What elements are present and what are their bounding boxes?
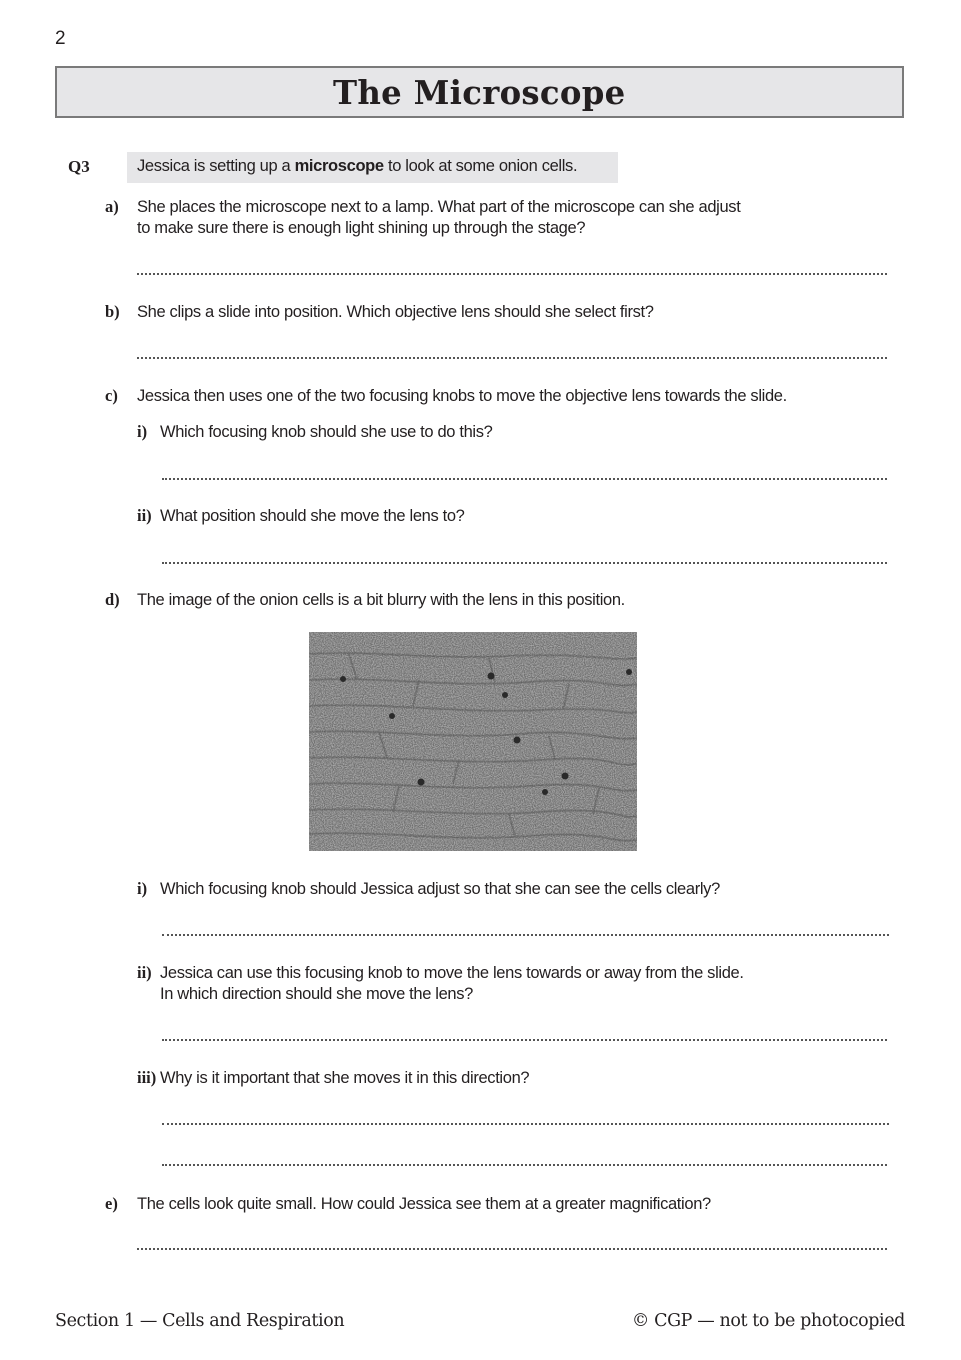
answer-line-c-ii[interactable] bbox=[162, 562, 887, 564]
answer-line-c-i[interactable] bbox=[162, 478, 887, 480]
part-b-question: She clips a slide into position. Which objective lens should she select first? bbox=[137, 303, 654, 321]
part-d-iii-label: iii) bbox=[137, 1068, 157, 1087]
part-d-i-label: i) bbox=[137, 879, 148, 898]
part-c-ii-label: ii) bbox=[137, 506, 152, 525]
page-title-banner bbox=[55, 66, 904, 118]
intro-keyword: microscope bbox=[294, 157, 384, 175]
onion-cells-micrograph bbox=[309, 632, 637, 851]
part-c-i-label: i) bbox=[137, 422, 148, 441]
micrograph-image bbox=[309, 632, 637, 851]
part-c-i-question: Which focusing knob should she use to do this? bbox=[160, 423, 493, 441]
part-c-label: c) bbox=[105, 386, 118, 405]
part-c-question: Jessica then uses one of the two focusing knobs to move the objective lens towards the slide. bbox=[137, 387, 787, 405]
answer-line-a[interactable] bbox=[137, 273, 887, 275]
micrograph-grain bbox=[309, 632, 637, 851]
footer-section: Section 1 — Cells and Respiration bbox=[55, 1311, 345, 1331]
page-number: 2 bbox=[55, 28, 66, 49]
answer-line-d-iii-2[interactable] bbox=[162, 1164, 887, 1166]
page-title: The Microscope bbox=[333, 72, 626, 112]
part-d-ii-question-line2: In which direction should she move the lens? bbox=[160, 985, 473, 1003]
part-e-question: The cells look quite small. How could Jessica see them at a greater magnification? bbox=[137, 1195, 711, 1213]
part-a-question-line2: to make sure there is enough light shining up through the stage? bbox=[137, 219, 586, 237]
answer-line-d-ii[interactable] bbox=[162, 1039, 887, 1041]
answer-line-b[interactable] bbox=[137, 357, 887, 359]
footer-copyright: © CGP — not to be photocopied bbox=[631, 1311, 905, 1331]
intro-text-after: to look at some onion cells. bbox=[383, 157, 578, 175]
part-b-label: b) bbox=[105, 302, 120, 321]
part-a-question-line1: She places the microscope next to a lamp. What part of the microscope can she adjust bbox=[137, 198, 741, 216]
part-c-ii-question: What position should she move the lens to? bbox=[160, 507, 465, 525]
part-a-label: a) bbox=[105, 197, 119, 216]
part-d-ii-question-line1: Jessica can use this focusing knob to move the lens towards or away from the slide. bbox=[160, 964, 744, 982]
answer-line-e[interactable] bbox=[137, 1248, 887, 1250]
part-d-label: d) bbox=[105, 590, 120, 609]
part-e-label: e) bbox=[105, 1194, 118, 1213]
part-d-iii-question: Why is it important that she moves it in this direction? bbox=[160, 1069, 530, 1087]
part-d-question: The image of the onion cells is a bit blurry with the lens in this position. bbox=[137, 591, 625, 609]
part-d-ii-label: ii) bbox=[137, 963, 152, 982]
answer-line-d-iii-1[interactable] bbox=[162, 1123, 889, 1125]
part-d-i-question: Which focusing knob should Jessica adjust so that she can see the cells clearly? bbox=[160, 880, 720, 898]
answer-line-d-i[interactable] bbox=[162, 934, 889, 936]
question-intro bbox=[127, 152, 618, 183]
intro-text-before: Jessica is setting up a bbox=[137, 157, 295, 175]
question-number: Q3 bbox=[68, 157, 90, 176]
